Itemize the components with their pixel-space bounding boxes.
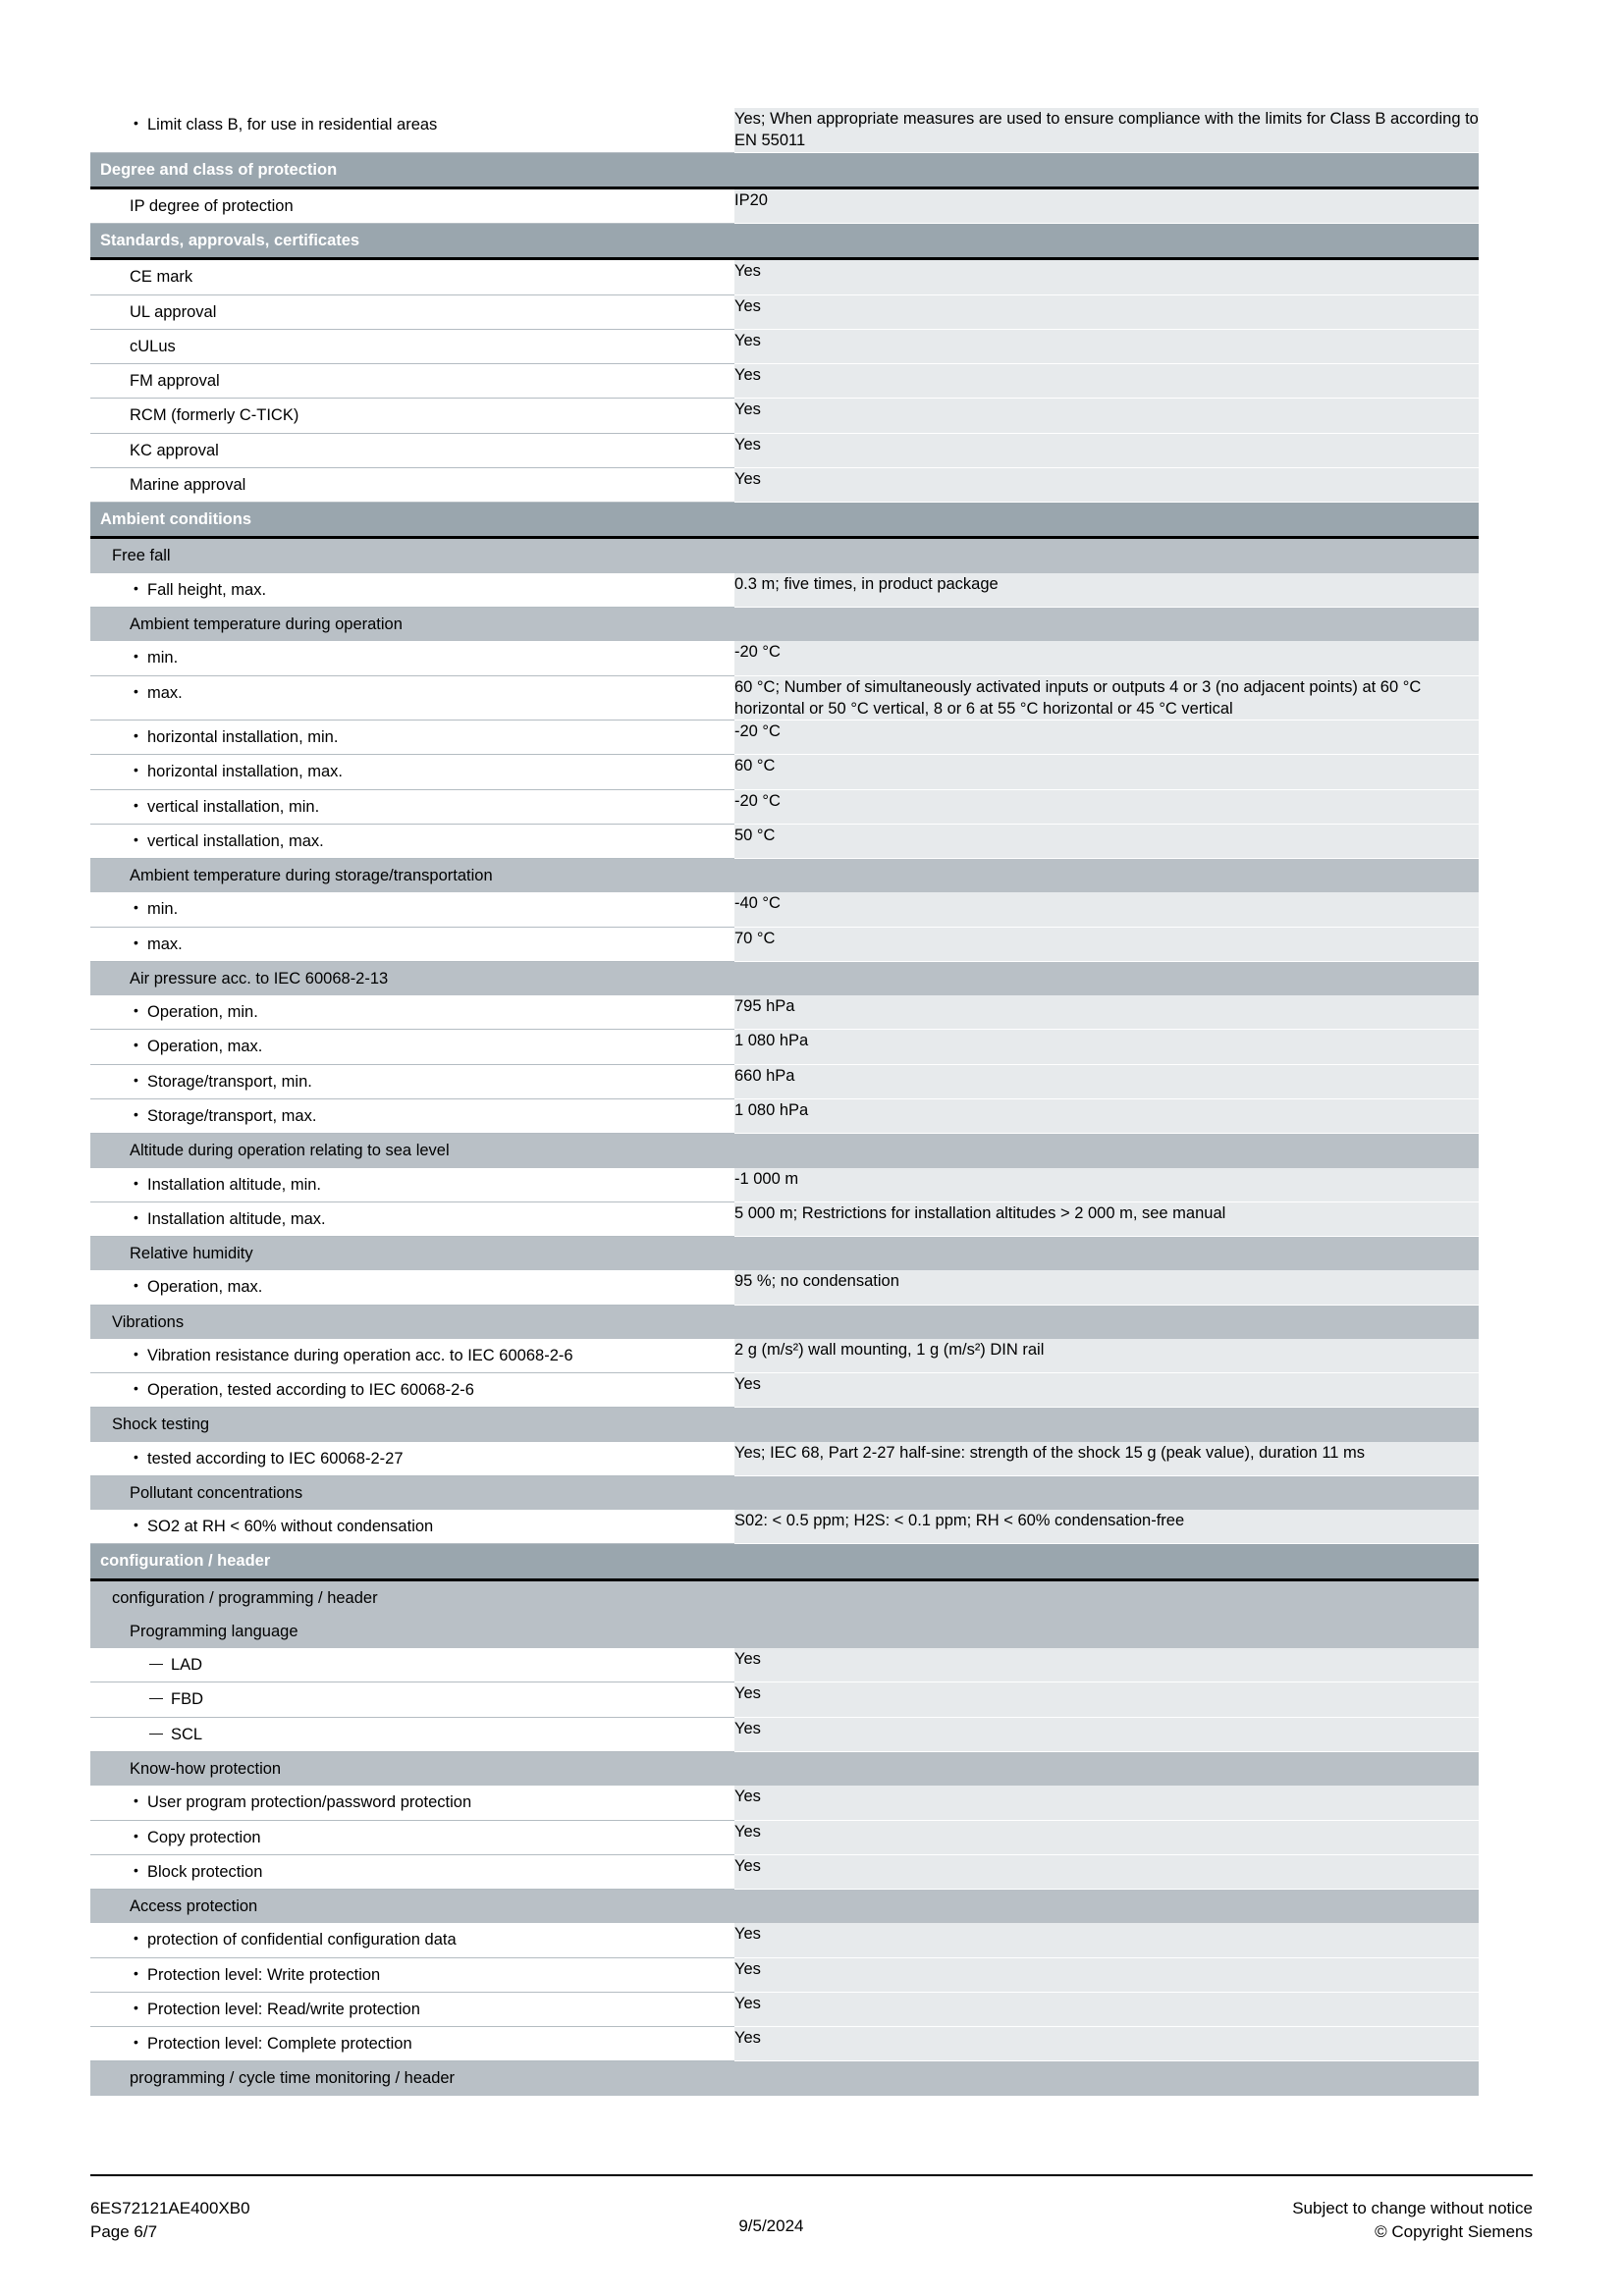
row-label: Degree and class of protection [90, 152, 1479, 187]
row-value: 60 °C [734, 755, 1479, 789]
row-value: -20 °C [734, 789, 1479, 824]
section-header-row [90, 224, 1479, 259]
row-value: Yes; IEC 68, Part 2-27 half-sine: strength of the shock 15 g (peak value), duration 11 ms [734, 1442, 1479, 1476]
footer-left [90, 2197, 250, 2245]
group-header-row [90, 538, 1479, 573]
table-row [90, 1923, 1479, 1957]
group-header-row [90, 1752, 1479, 1787]
row-value: -40 °C [734, 892, 1479, 927]
row-label: — SCL [90, 1717, 734, 1751]
row-value: S02: < 0.5 ppm; H2S: < 0.1 ppm; RH < 60% condensation-free [734, 1510, 1479, 1544]
row-value: -1 000 m [734, 1168, 1479, 1202]
table-row [90, 294, 1479, 329]
group-header-row [90, 961, 1479, 995]
table-row [90, 259, 1479, 294]
table-row [90, 1786, 1479, 1820]
table-row [90, 1854, 1479, 1889]
table-row [90, 789, 1479, 824]
table-row [90, 364, 1479, 399]
row-label: Air pressure acc. to IEC 60068-2-13 [90, 961, 734, 995]
row-value: 60 °C; Number of simultaneously activated inputs or outputs 4 or 3 (no adjacent points) at 60 °C horizontal or 50 °C vertical, 8 or 6 at 55 °C horizontal or 45 °C vertical [734, 675, 1479, 721]
row-label: configuration / header [90, 1544, 1479, 1579]
row-value: 50 °C [734, 824, 1479, 858]
row-value: 5 000 m; Restrictions for installation altitudes > 2 000 m, see manual [734, 1201, 1479, 1236]
row-value: Yes [734, 329, 1479, 363]
row-value: Yes [734, 467, 1479, 502]
row-label: KC approval [90, 433, 734, 467]
table-row [90, 1168, 1479, 1202]
table-row [90, 1270, 1479, 1305]
row-label: • Fall height, max. [90, 573, 734, 608]
row-label: CE mark [90, 259, 734, 294]
row-value: 95 %; no condensation [734, 1270, 1479, 1305]
row-label: • Storage/transport, max. [90, 1098, 734, 1133]
row-value [734, 607, 1479, 641]
table-row [90, 641, 1479, 675]
row-value: Yes [734, 364, 1479, 399]
section-header-row [90, 152, 1479, 187]
table-row [90, 187, 1479, 223]
table-row [90, 1339, 1479, 1373]
table-row [90, 675, 1479, 721]
row-label: • horizontal installation, max. [90, 755, 734, 789]
row-value: Yes [734, 1717, 1479, 1751]
group-header-row [90, 1615, 1479, 1648]
row-label: Ambient conditions [90, 503, 1479, 538]
page-footer [90, 2197, 1533, 2245]
row-label: • Operation, max. [90, 1030, 734, 1064]
row-label: Marine approval [90, 467, 734, 502]
row-label: • vertical installation, max. [90, 824, 734, 858]
table-row [90, 892, 1479, 927]
footer-order-number: 6ES72121AE400XB0 [90, 2198, 250, 2217]
row-label: FM approval [90, 364, 734, 399]
row-value: Yes [734, 1820, 1479, 1854]
row-value: Yes [734, 259, 1479, 294]
table-row [90, 399, 1479, 433]
row-label: • Operation, max. [90, 1270, 734, 1305]
row-label: Free fall [90, 538, 734, 573]
specifications-table [90, 108, 1479, 2096]
row-label: • Block protection [90, 1854, 734, 1889]
row-label: IP degree of protection [90, 187, 734, 223]
footer-date: 9/5/2024 [738, 2216, 804, 2235]
group-header-row [90, 1305, 1479, 1339]
table-row [90, 108, 1479, 152]
table-row [90, 995, 1479, 1030]
row-value: 1 080 hPa [734, 1030, 1479, 1064]
row-label: Altitude during operation relating to sea level [90, 1134, 734, 1168]
group-header-row [90, 859, 1479, 893]
row-value: 660 hPa [734, 1064, 1479, 1098]
section-header-row [90, 1544, 1479, 1579]
row-label: — FBD [90, 1682, 734, 1717]
row-label: • tested according to IEC 60068-2-27 [90, 1442, 734, 1476]
row-label: • max. [90, 927, 734, 961]
table-row [90, 1717, 1479, 1751]
row-value [734, 538, 1479, 573]
row-value [734, 1752, 1479, 1787]
row-value: -20 °C [734, 641, 1479, 675]
row-label: • Operation, min. [90, 995, 734, 1030]
group-header-row [90, 1890, 1479, 1924]
row-value: Yes [734, 1957, 1479, 1992]
row-label: Pollutant concentrations [90, 1475, 734, 1510]
row-value: Yes [734, 1373, 1479, 1408]
row-value [734, 1475, 1479, 1510]
footer-copyright: © Copyright Siemens [1375, 2222, 1533, 2242]
row-label: UL approval [90, 294, 734, 329]
row-label: • Limit class B, for use in residential areas [90, 108, 734, 152]
row-label: • protection of confidential configuration data [90, 1923, 734, 1957]
group-header-row [90, 1579, 1479, 1615]
specifications-table-body [90, 108, 1479, 2096]
row-value: 70 °C [734, 927, 1479, 961]
row-value: Yes [734, 1648, 1479, 1682]
footer-notice: Subject to change without notice [1292, 2198, 1533, 2217]
row-value [734, 1579, 1479, 1615]
footer-right [1292, 2197, 1533, 2245]
table-row [90, 721, 1479, 755]
row-value: Yes [734, 1854, 1479, 1889]
row-value [734, 2061, 1479, 2096]
row-label: • Protection level: Read/write protection [90, 1992, 734, 2026]
row-label: • Protection level: Complete protection [90, 2027, 734, 2061]
row-label: Ambient temperature during operation [90, 607, 734, 641]
row-value: -20 °C [734, 721, 1479, 755]
row-label: cULus [90, 329, 734, 363]
row-label: Standards, approvals, certificates [90, 224, 1479, 259]
row-label: — LAD [90, 1648, 734, 1682]
row-label: • Storage/transport, min. [90, 1064, 734, 1098]
table-row [90, 1820, 1479, 1854]
table-row [90, 1098, 1479, 1133]
row-value [734, 1305, 1479, 1339]
table-row [90, 1648, 1479, 1682]
row-label: Shock testing [90, 1408, 734, 1442]
row-value: Yes [734, 2027, 1479, 2061]
table-row [90, 1064, 1479, 1098]
group-header-row [90, 1475, 1479, 1510]
table-row [90, 1373, 1479, 1408]
row-label: Access protection [90, 1890, 734, 1924]
table-row [90, 1992, 1479, 2026]
row-value: Yes [734, 399, 1479, 433]
row-label: • min. [90, 641, 734, 675]
row-label: Programming language [90, 1615, 734, 1648]
row-value: IP20 [734, 187, 1479, 223]
row-label: • SO2 at RH < 60% without condensation [90, 1510, 734, 1544]
row-value [734, 1615, 1479, 1648]
table-row [90, 2027, 1479, 2061]
footer-divider [90, 2174, 1533, 2176]
row-value: Yes [734, 1992, 1479, 2026]
row-value [734, 1408, 1479, 1442]
row-label: • Copy protection [90, 1820, 734, 1854]
group-header-row [90, 1237, 1479, 1271]
row-value [734, 1134, 1479, 1168]
row-value: 0.3 m; five times, in product package [734, 573, 1479, 608]
row-value: Yes [734, 1682, 1479, 1717]
table-row [90, 927, 1479, 961]
group-header-row [90, 607, 1479, 641]
row-label: • min. [90, 892, 734, 927]
row-value: 795 hPa [734, 995, 1479, 1030]
table-row [90, 755, 1479, 789]
table-row [90, 824, 1479, 858]
section-header-row [90, 503, 1479, 538]
row-label: RCM (formerly C-TICK) [90, 399, 734, 433]
row-label: Relative humidity [90, 1237, 734, 1271]
row-label: • max. [90, 675, 734, 721]
table-row [90, 1510, 1479, 1544]
row-value [734, 1237, 1479, 1271]
table-row [90, 329, 1479, 363]
table-row [90, 573, 1479, 608]
row-label: programming / cycle time monitoring / header [90, 2061, 734, 2096]
footer-page-number: Page 6/7 [90, 2222, 158, 2242]
row-label: Ambient temperature during storage/transportation [90, 859, 734, 893]
row-label: • Installation altitude, min. [90, 1168, 734, 1202]
table-row [90, 1201, 1479, 1236]
row-value: Yes [734, 1786, 1479, 1820]
row-value [734, 1890, 1479, 1924]
row-label: • vertical installation, min. [90, 789, 734, 824]
row-label: • User program protection/password protection [90, 1786, 734, 1820]
table-row [90, 1957, 1479, 1992]
group-header-row [90, 1408, 1479, 1442]
row-value [734, 859, 1479, 893]
row-value: Yes; When appropriate measures are used to ensure compliance with the limits for Class B according to EN 55011 [734, 108, 1479, 152]
row-label: • Installation altitude, max. [90, 1201, 734, 1236]
row-label: • Vibration resistance during operation acc. to IEC 60068-2-6 [90, 1339, 734, 1373]
row-value: 2 g (m/s²) wall mounting, 1 g (m/s²) DIN rail [734, 1339, 1479, 1373]
row-value: Yes [734, 294, 1479, 329]
row-value: 1 080 hPa [734, 1098, 1479, 1133]
row-label: • horizontal installation, min. [90, 721, 734, 755]
row-value: Yes [734, 1923, 1479, 1957]
row-label: Vibrations [90, 1305, 734, 1339]
table-row [90, 1682, 1479, 1717]
row-value: Yes [734, 433, 1479, 467]
row-label: • Protection level: Write protection [90, 1957, 734, 1992]
row-label: • Operation, tested according to IEC 60068-2-6 [90, 1373, 734, 1408]
table-row [90, 1030, 1479, 1064]
table-row [90, 1442, 1479, 1476]
row-label: configuration / programming / header [90, 1579, 734, 1615]
group-header-row [90, 1134, 1479, 1168]
group-header-row [90, 2061, 1479, 2096]
row-value [734, 961, 1479, 995]
row-label: Know-how protection [90, 1752, 734, 1787]
table-row [90, 467, 1479, 502]
table-row [90, 433, 1479, 467]
